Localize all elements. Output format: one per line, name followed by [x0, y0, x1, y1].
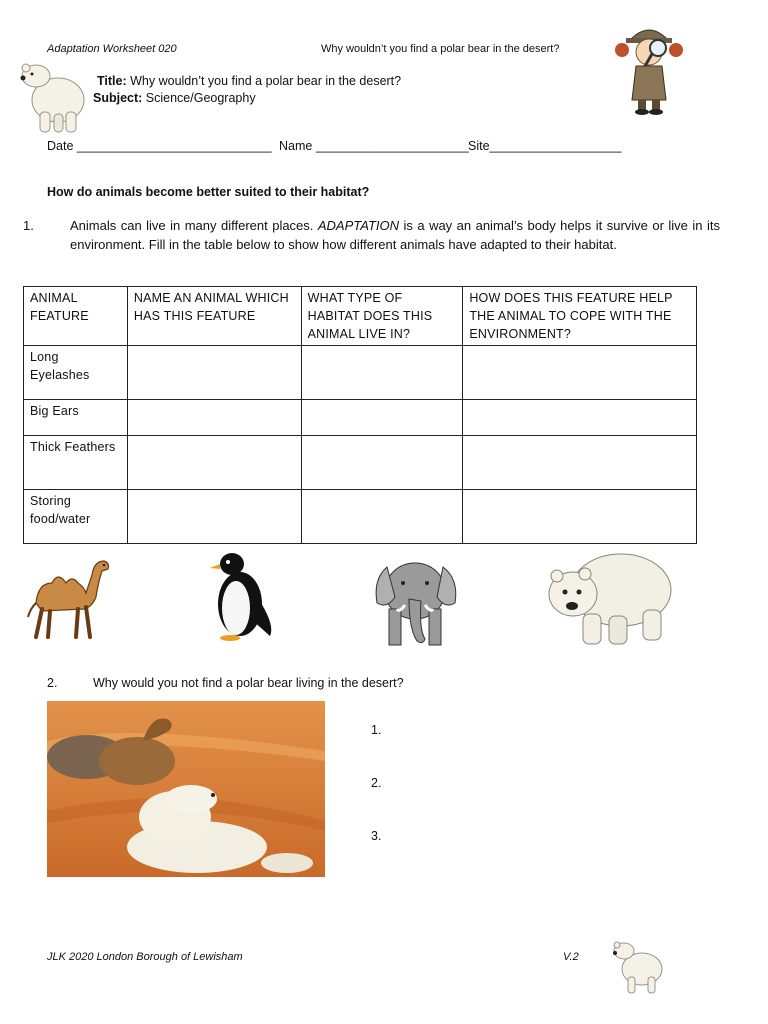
- title-label: Title:: [97, 74, 127, 88]
- answer-cell[interactable]: [127, 400, 301, 436]
- q1-emphasis: ADAPTATION: [317, 218, 400, 233]
- q1-text-before: Animals can live in many different places.: [70, 218, 318, 233]
- desert-photo: [47, 701, 325, 877]
- table-header-row: [24, 287, 697, 346]
- table-row: [24, 400, 697, 436]
- elephant-icon: [369, 549, 463, 653]
- answer-cell[interactable]: [127, 346, 301, 400]
- footer-left: JLK 2020 London Borough of Lewisham: [47, 951, 243, 963]
- table-row: [24, 346, 697, 400]
- feature-cell: Big Ears: [24, 400, 128, 436]
- title-line: [97, 74, 401, 88]
- answer-cell[interactable]: [127, 436, 301, 490]
- answer-line-3[interactable]: 3.: [371, 829, 382, 843]
- detective-icon: [612, 18, 686, 116]
- answer-cell[interactable]: [463, 400, 697, 436]
- answer-cell[interactable]: [301, 346, 463, 400]
- q1-text: [70, 217, 720, 254]
- answer-cell[interactable]: [127, 490, 301, 544]
- polar-bear-icon: [610, 935, 668, 995]
- q2-number: 2.: [47, 676, 58, 690]
- table-header-cell: HOW DOES THIS FEATURE HELP THE ANIMAL TO COPE WITH THE ENVIRONMENT?: [463, 287, 697, 346]
- answer-cell[interactable]: [301, 436, 463, 490]
- subject-line: [93, 91, 256, 105]
- header-question: Why wouldn’t you find a polar bear in the desert?: [321, 43, 560, 55]
- camel-icon: [22, 553, 112, 641]
- answer-cell[interactable]: [301, 490, 463, 544]
- q2-text: Why would you not find a polar bear living in the desert?: [93, 676, 404, 690]
- feature-cell: Storing food/water: [24, 490, 128, 544]
- q1-text-after: is a way an animal’s body helps it survive or live in its environment. Fill in the table below to show how different animals have adapted to their habitat.: [70, 218, 720, 252]
- answer-cell[interactable]: [301, 400, 463, 436]
- adaptation-table: [23, 286, 697, 544]
- polar-bear-icon: [543, 540, 675, 648]
- worksheet-code: Adaptation Worksheet 020: [47, 43, 177, 55]
- q1-number: 1.: [23, 218, 34, 233]
- section-heading: How do animals become better suited to their habitat?: [47, 185, 370, 199]
- table-header-cell: NAME AN ANIMAL WHICH HAS THIS FEATURE: [127, 287, 301, 346]
- feature-cell: Thick Feathers: [24, 436, 128, 490]
- title-value: Why wouldn’t you find a polar bear in the desert?: [126, 74, 402, 88]
- date-field[interactable]: Date ____________________________: [47, 139, 272, 153]
- table-row: [24, 490, 697, 544]
- site-field[interactable]: Site___________________: [468, 139, 622, 153]
- table-header-cell: ANIMAL FEATURE: [24, 287, 128, 346]
- answer-cell[interactable]: [463, 346, 697, 400]
- answer-cell[interactable]: [463, 490, 697, 544]
- subject-label: Subject:: [93, 91, 143, 105]
- table-row: [24, 436, 697, 490]
- subject-value: Science/Geography: [142, 91, 256, 105]
- table-header-cell: WHAT TYPE OF HABITAT DOES THIS ANIMAL LIVE IN?: [301, 287, 463, 346]
- feature-cell: Long Eyelashes: [24, 346, 128, 400]
- footer-version: V.2: [563, 951, 579, 963]
- answer-line-1[interactable]: 1.: [371, 723, 382, 737]
- penguin-icon: [208, 550, 280, 642]
- answer-line-2[interactable]: 2.: [371, 776, 382, 790]
- polar-bear-icon: [16, 54, 94, 134]
- name-field[interactable]: Name ______________________: [279, 139, 469, 153]
- answer-cell[interactable]: [463, 436, 697, 490]
